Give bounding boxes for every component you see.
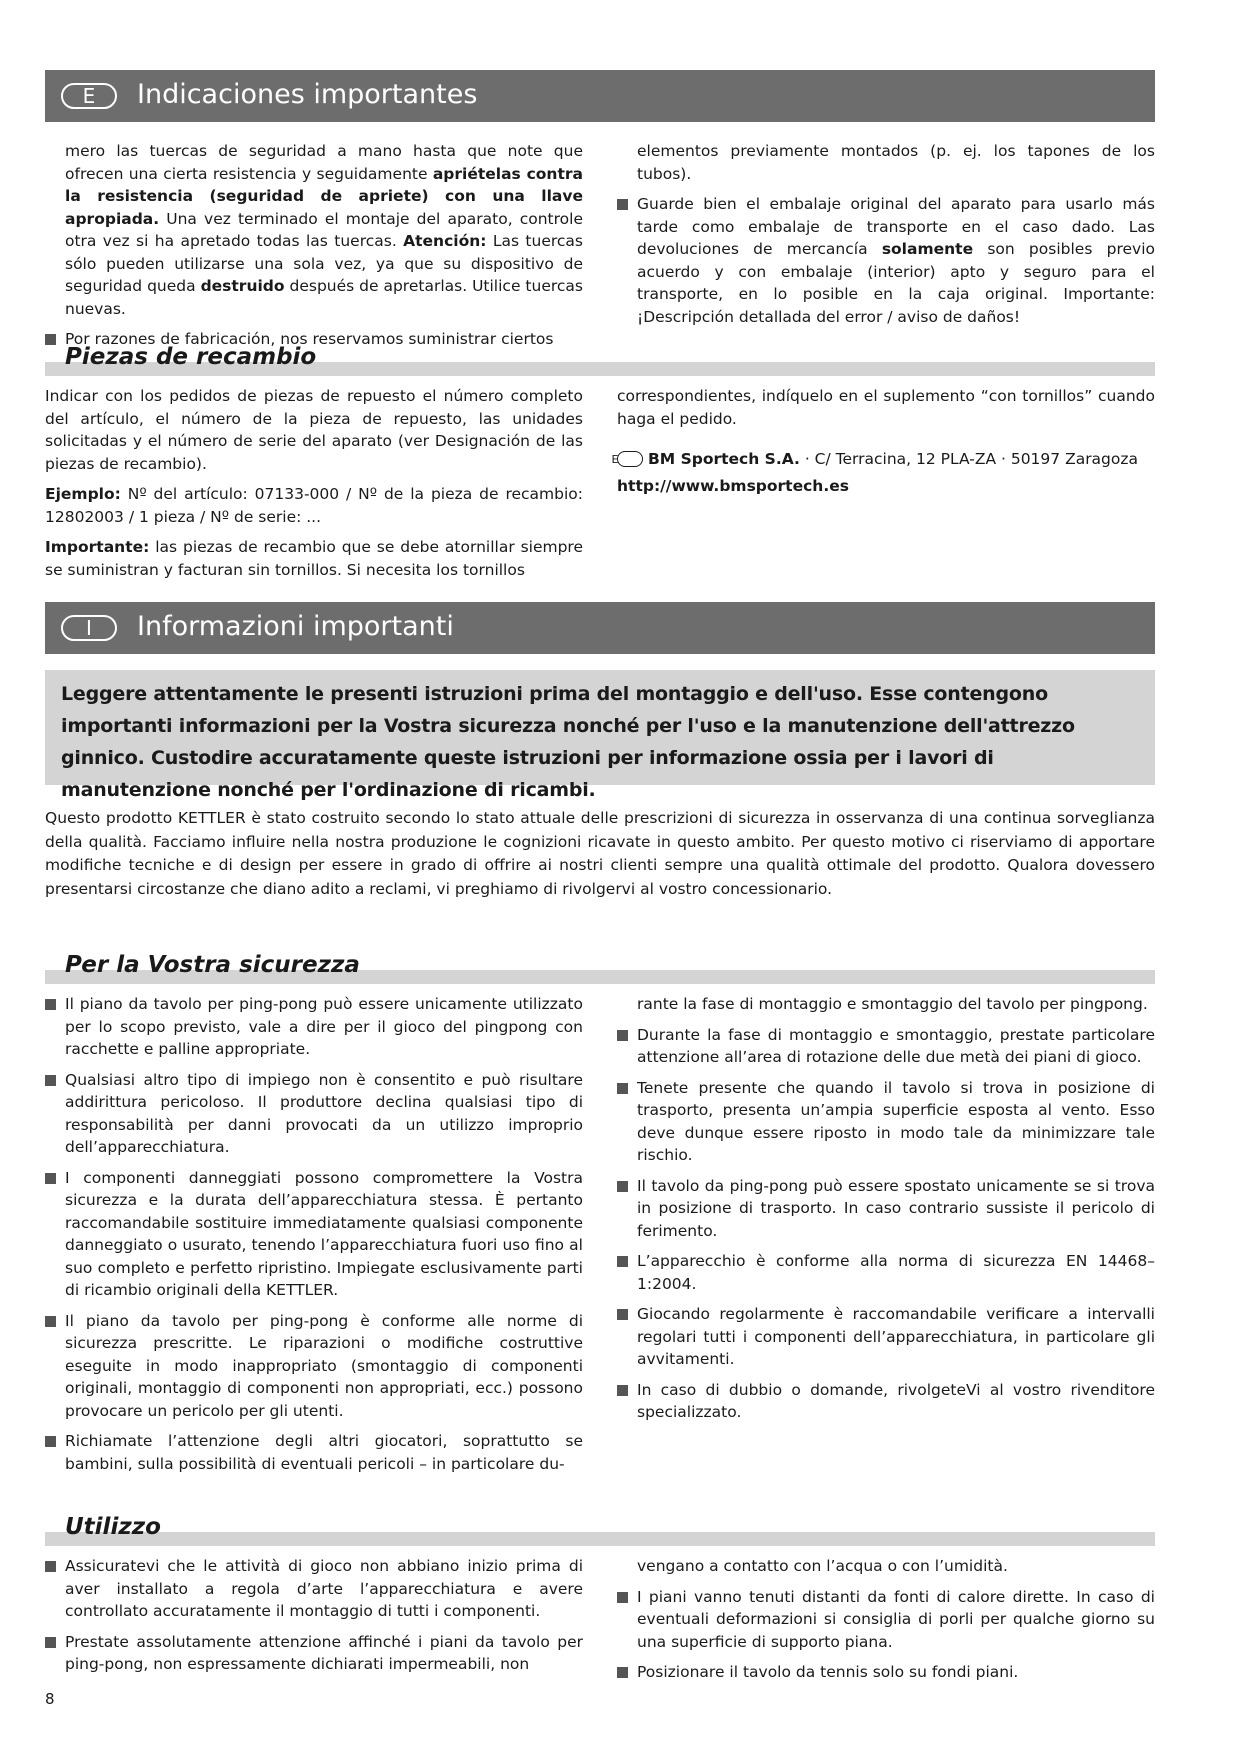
subsection-header-safety [45,948,1155,984]
bullet-square-icon [617,1083,628,1094]
bullet-square-icon [617,1181,628,1192]
list-item-text: Il piano da tavolo per ping-pong è conforme alle norme di sicurezza prescritte. Le riparazioni o modifiche costruttive eseguite in modo inappropriato (smontaggio di componenti originali, montaggio di componenti non appropriati, ecc.) possono provocare un pericolo per gli utenti. [65,1311,583,1420]
continued-text: vengano a contatto con l’acqua o con l’umidità. [637,1557,1008,1575]
list-item [617,1303,1155,1371]
subsection-rule [45,1532,1155,1546]
bold-run: Atención: [403,232,487,250]
list-item-text: Il piano da tavolo per ping-pong può essere unicamente utilizzato per lo scopo previsto, vale a dire per il gioco del pingpong con racchette e palline appropriate. [65,995,583,1058]
bullet-square-icon [617,1385,628,1396]
list-item [617,1077,1155,1167]
list-item [617,1024,1155,1069]
website-url[interactable]: http://www.bmsportech.es [617,476,849,495]
spare-parts-right-column [611,385,1155,505]
language-badge: I [61,615,117,641]
bullet-square-icon [45,1173,56,1184]
section-header-spanish [45,70,1155,122]
nut-tightening-paragraph [45,140,583,320]
bullet-square-icon [45,999,56,1010]
spanish-left-column [45,140,583,359]
spare-parts-paragraph: Indicar con los pedidos de piezas de repuesto el número completo del artículo, el número de la pieza de repuesto, las unidades solicitadas y el número de serie del aparato (ver Designación de las piezas de recambio). [45,387,583,473]
list-item [617,1175,1155,1243]
list-item [45,1430,583,1475]
text-run: Guarde bien el embalaje original del aparato para usarlo más tarde como embalaje de transporte en el caso dado. Las devoluciones de mercancía [637,195,1155,258]
text-run: Las tuercas sólo pueden utilizarse una sola vez, ya que su dispositivo de seguridad queda [65,232,583,295]
list-item [45,1310,583,1423]
contact-line [611,448,1155,471]
intro-paragraph: Questo prodotto KETTLER è stato costruito secondo lo stato attuale delle prescrizioni di sicurezza in osservanza di una continua sorveglianza della qualità. Facciamo influire nella nostra produzione le cognizioni ricavate in questo ambito. Per questo motivo ci riserviamo di apportare modifiche tecniche e di design per essere in grado di offrire ai nostri clienti sempre una qualità ottimale del prodotto. Qualora dovessero presentarsi circostanze che diano adito a reclami, vi preghiamo di rivolgervi al vostro concessionario. [45,809,1155,898]
list-item-text: I piani vanno tenuti distanti da fonti di calore dirette. In caso di eventuali deformazioni si consiglia di porli per qualche giorno su una superficie di supporto piana. [637,1587,1155,1651]
company-name: BM Sportech S.A. [647,450,800,468]
read-instructions-notice: Leggere attentamente le presenti istruzioni prima del montaggio e dell'uso. Esse contengono importanti informazioni per la Vostra sicurezza nonché per l'uso e la manutenzione dell'attrezzo ginnico. Custodire accuratamente queste istruzioni per informazione ossia per i lavori di manutenzione nonché per l'ordinazione di ricambi. [45,670,1155,785]
text-run: son posibles previo acuerdo y con embalaje (interior) apto y seguro para el transporte, en lo posible en la caja original. Importante: ¡Descripción detallada del error / aviso de daños! [637,240,1155,326]
list-item [617,1586,1155,1654]
subsection-header-spare-parts [45,340,1155,376]
example-paragraph [45,483,583,528]
list-item-text: Tenete presente che quando il tavolo si trova in posizione di trasporto, presenta un’ampia superficie esposta al vento. Esso deve dunque essere riposto in modo tale da minimizzare tale rischio. [637,1078,1155,1164]
list-item-text: Durante la fase di montaggio e smontaggio, prestate particolare attenzione all’area di rotazione delle due metà dei piani di gioco. [637,1025,1155,1066]
list-item [45,1631,583,1676]
bullet-square-icon [45,1637,56,1648]
list-item-text: Assicuratevi che le attività di gioco non abbiano inizio prima di aver installato a regola d’arte l’apparecchiatura e avere controllato accuratamente il montaggio di tutti i componenti. [65,1557,583,1620]
subsection-header-use [45,1510,1155,1546]
list-item-text: Giocando regolarmente è raccomandabile verificare a intervalli regolari tutti i componenti dell’apparecchiatura, in particolare gli avvitamenti. [637,1305,1155,1368]
list-item [45,993,583,1061]
list-item-text: I componenti danneggiati possono compromettere la Vostra sicurezza e la durata dell’apparecchiatura stessa. È pertanto raccomandabile sostituire immediatamente qualsiasi componente danneggiato o usurato, tenendo l’apparecchiatura fuori uso fino al suo completo e perfetto ripristino. Impiegate esclusivamente parti di ricambio originali della KETTLER. [65,1168,583,1299]
bullet-square-icon [617,199,628,210]
bullet-square-icon [617,1667,628,1678]
list-item [45,1167,583,1302]
list-item [617,1661,1155,1684]
list-item-text: Richiamate l’attenzione degli altri giocatori, soprattutto se bambini, sulla possibilità di eventuali pericoli – in particolare du- [65,1432,583,1473]
bullet-square-icon [45,1316,56,1327]
list-item [617,1379,1155,1424]
list-item-text: In caso di dubbio o domande, rivolgeteVi al vostro rivenditore specializzato. [637,1380,1155,1421]
example-label: Ejemplo: [45,485,121,503]
bullet-square-icon [617,1030,628,1041]
subsection-title: Piezas de recambio [65,344,317,370]
section-title: Informazioni importanti [137,611,454,642]
use-left-column [45,1555,583,1684]
list-item-text: Por razones de fabricación, nos reservamos suministrar ciertos [65,330,554,348]
text-run: después de apretarlas. Utilice tuercas nuevas. [65,277,583,318]
section-header-italian [45,602,1155,654]
safety-right-column [617,993,1155,1432]
continued-text: rante la fase di montaggio e smontaggio del tavolo per pingpong. [637,995,1148,1013]
list-item [617,1250,1155,1295]
list-item-text: Prestate assolutamente attenzione affinché i piani da tavolo per ping-pong, non espressamente dichiarati impermeabili, non [65,1632,583,1673]
page-number: 8 [45,1690,55,1708]
list-item [617,193,1155,328]
important-label: Importante: [45,538,150,556]
bullet-square-icon [45,1561,56,1572]
list-item [45,1555,583,1623]
company-address: · C/ Terracina, 12 PLA-ZA · 50197 Zaragoza [799,450,1139,468]
bullet-square-icon [617,1592,628,1603]
safety-left-column [45,993,583,1483]
language-circle-icon: E [617,451,643,467]
important-paragraph [45,536,583,581]
continued-text: correspondientes, indíquelo en el suplemento “con tornillos” cuando haga el pedido. [617,387,1155,428]
text-run: mero las tuercas de seguridad a mano hasta que note que ofrecen una cierta resistencia y seguidamente [65,142,583,183]
list-item-text: Posizionare il tavolo da tennis solo su fondi piani. [637,1663,1019,1681]
list-item-text: L’apparecchio è conforme alla norma di sicurezza EN 14468–1:2004. [637,1252,1155,1293]
use-right-column [617,1555,1155,1692]
bullet-square-icon [45,1436,56,1447]
bullet-square-icon [617,1256,628,1267]
list-item-text: Qualsiasi altro tipo di impiego non è consentito e può risultare addirittura pericoloso. Il produttore declina qualsiasi tipo di responsabilità per danni provocati da un utilizzo improprio dell’apparecchiatura. [65,1070,583,1156]
subsection-title: Utilizzo [65,1514,161,1540]
bullet-square-icon [45,1075,56,1086]
list-item [45,1069,583,1159]
important-text: las piezas de recambio que se debe atornillar siempre se suministran y facturan sin tornillos. Si necesita los tornillos [45,538,583,579]
language-badge: E [61,83,117,109]
section-title: Indicaciones importantes [137,79,478,110]
bold-run: solamente [881,240,974,258]
spanish-right-column [617,140,1155,336]
spare-parts-left-column [45,385,583,589]
example-text: Nº del artículo: 07133-000 / Nº de la pieza de recambio: 12802003 / 1 pieza / Nº de serie: ... [45,485,583,526]
bullet-square-icon [617,1309,628,1320]
continued-text: elementos previamente montados (p. ej. los tapones de los tubos). [637,142,1155,183]
text-run: Una vez terminado el montaje del aparato, controle otra vez si ha apretado todas las tuercas. [65,209,583,250]
subsection-title: Per la Vostra sicurezza [65,952,360,978]
bold-run: destruido [200,277,285,295]
list-item-text: Il tavolo da ping-pong può essere spostato unicamente se si trova in posizione di trasporto. In caso contrario sussiste il pericolo di ferimento. [637,1176,1155,1240]
website-link[interactable] [617,475,1155,498]
bold-run: apriételas contra la resistencia (seguridad de apriete) con una llave apropiada. [65,164,583,228]
